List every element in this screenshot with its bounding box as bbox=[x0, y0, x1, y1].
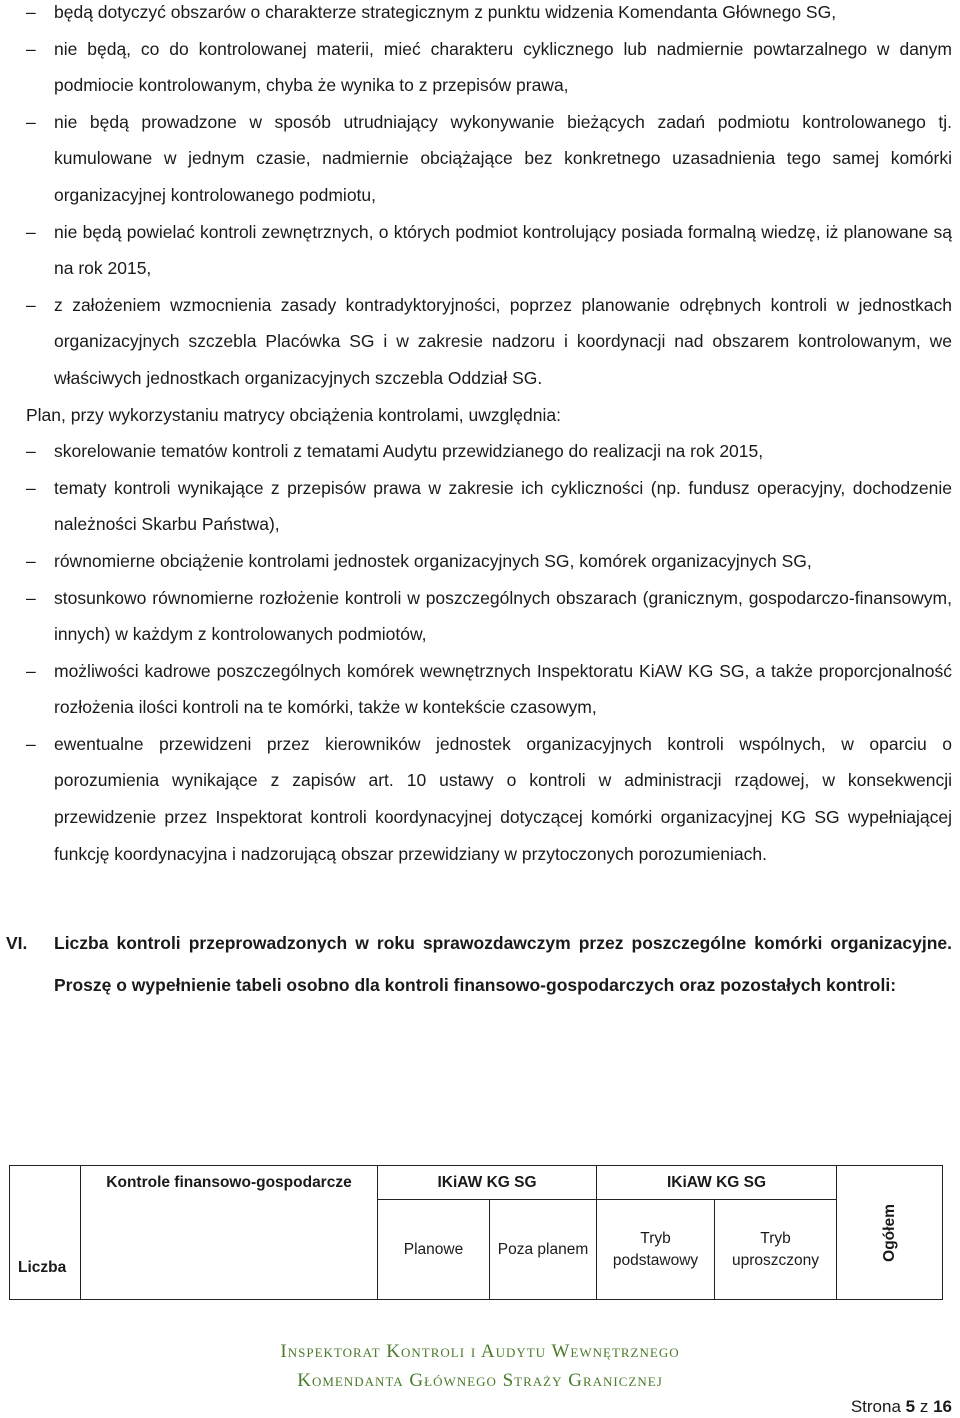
page-number bbox=[851, 1397, 952, 1417]
bullet-item bbox=[26, 433, 952, 470]
dash-bullet-icon: – bbox=[26, 550, 36, 571]
dash-bullet-icon: – bbox=[26, 111, 36, 132]
table-column-header: Poza planem bbox=[490, 1200, 597, 1300]
table-group-header: IKiAW KG SG bbox=[597, 1166, 837, 1200]
bullet-text: tematy kontroli wynikające z przepisów prawa w zakresie ich cykliczności (np. fundusz operacyjny, dochodzenie należności Skarbu Państwa), bbox=[54, 477, 952, 535]
plan-intro: Plan, przy wykorzystaniu matrycy obciążenia kontrolami, uwzględnia: bbox=[26, 404, 561, 425]
section-number: VI. bbox=[6, 933, 28, 954]
dash-bullet-icon: – bbox=[26, 733, 36, 754]
controls-table bbox=[9, 1165, 943, 1300]
bullet-item bbox=[26, 287, 952, 397]
section-text: Liczba kontroli przeprowadzonych w roku sprawozdawczym przez poszczególne komórki organizacyjne. Proszę o wypełnienie tabeli osobno dla kontroli finansowo-gospodarczych oraz pozostałych kontroli: bbox=[54, 933, 952, 996]
bullet-text: stosunkowo równomierne rozłożenie kontroli w poszczególnych obszarach (granicznym, gospodarczo-finansowym, innych) w każdym z kontrolowanych podmiotów, bbox=[54, 587, 952, 645]
dash-bullet-icon: – bbox=[26, 587, 36, 608]
footer-line-1 bbox=[0, 1341, 960, 1363]
spacer bbox=[26, 872, 952, 922]
section-heading bbox=[6, 922, 952, 1006]
bullet-item bbox=[26, 470, 952, 543]
table-row-label: Liczba bbox=[10, 1166, 81, 1300]
dash-bullet-icon: – bbox=[26, 660, 36, 681]
bullet-item bbox=[26, 214, 952, 287]
table-group-header: IKiAW KG SG bbox=[378, 1166, 597, 1200]
bullet-text: skorelowanie tematów kontroli z tematami Audytu przewidzianego do realizacji na rok 2015, bbox=[54, 441, 764, 462]
ogolem-label: Ogółem bbox=[880, 1203, 898, 1262]
dash-bullet-icon: – bbox=[26, 2, 36, 22]
document-body bbox=[6, 0, 952, 1006]
bullet-text: równomierne obciążenie kontrolami jednostek organizacyjnych SG, komórek organizacyjnych SG, bbox=[54, 550, 812, 571]
bullet-text: będą dotyczyć obszarów o charakterze strategicznym z punktu widzenia Komendanta Głównego SG, bbox=[54, 2, 837, 22]
bullet-item bbox=[26, 543, 952, 580]
bullet-text: nie będą powielać kontroli zewnętrznych, o których podmiot kontrolujący posiada formalną wiedzę, iż planowane są na rok 2015, bbox=[54, 221, 952, 279]
dash-bullet-icon: – bbox=[26, 477, 36, 498]
bullet-text: nie będą, co do kontrolowanej materii, mieć charakteru cyklicznego lub nadmiernie powtarzalnego w danym podmiocie kontrolowanym, chyba że wynika to z przepisów prawa, bbox=[54, 38, 952, 96]
page-prefix: Strona bbox=[850, 1397, 901, 1416]
bullet-item bbox=[26, 104, 952, 214]
table-column-header bbox=[837, 1166, 943, 1300]
dash-bullet-icon: – bbox=[26, 221, 36, 242]
dash-bullet-icon: – bbox=[26, 441, 36, 462]
bullet-item bbox=[26, 580, 952, 653]
page-total: 16 bbox=[933, 1397, 952, 1416]
page-current: 5 bbox=[905, 1397, 916, 1416]
page-sep: z bbox=[919, 1397, 929, 1416]
bullet-item bbox=[26, 653, 952, 726]
bullet-text: ewentualne przewidzeni przez kierowników jednostek organizacyjnych kontroli wspólnych, w oparciu o porozumienia wynikające z zapisów art. 10 ustawy o kontroli w administracji rządowej, w konsekwencji przewidzenie przez Inspektorat kontroli koordynacyjnej dotyczącej komórki organizacyjnej KG SG wypełniającej funkcję koordynacyjna i nadzorującą obszar przewidziany w przytoczonych porozumieniach. bbox=[54, 733, 952, 864]
bullet-text: z założeniem wzmocnienia zasady kontradyktoryjności, poprzez planowanie odrębnych kontroli w jednostkach organizacyjnych szczebla Placówka SG i w zakresie nadzoru i koordynacji nad obszarem kontrolowanym, we właściwych jednostkach organizacyjnych szczebla Oddział SG. bbox=[54, 294, 952, 388]
dash-bullet-icon: – bbox=[26, 294, 36, 315]
footer-text: Komendanta Głównego Straży Granicznej bbox=[297, 1370, 663, 1391]
bullet-text: nie będą prowadzone w sposób utrudniający wykonywanie bieżących zadań podmiotu kontrolowanego tj. kumulowane w jednym czasie, nadmiernie obciążające bez konkretnego uzasadnienia tego samej komórki organizacyjnej kontrolowanego podmiotu, bbox=[54, 111, 952, 205]
dash-bullet-icon: – bbox=[26, 38, 36, 59]
footer-line-2 bbox=[0, 1370, 960, 1392]
bullet-item bbox=[26, 31, 952, 104]
bullet-text: możliwości kadrowe poszczególnych komórek wewnętrznych Inspektoratu KiAW KG SG, a także proporcjonalność rozłożenia ilości kontroli na te komórki, także w kontekście czasowym, bbox=[54, 660, 952, 718]
bullet-item bbox=[26, 0, 952, 31]
table-column-header: Planowe bbox=[378, 1200, 490, 1300]
table-column-header: Tryb podstawowy bbox=[597, 1200, 715, 1300]
bullet-item bbox=[26, 726, 952, 872]
table-column-header: Tryb uproszczony bbox=[715, 1200, 837, 1300]
table-group-header: Kontrole finansowo-gospodarcze bbox=[81, 1166, 378, 1300]
footer-text: Inspektorat Kontroli i Audytu Wewnętrznego bbox=[280, 1341, 680, 1362]
